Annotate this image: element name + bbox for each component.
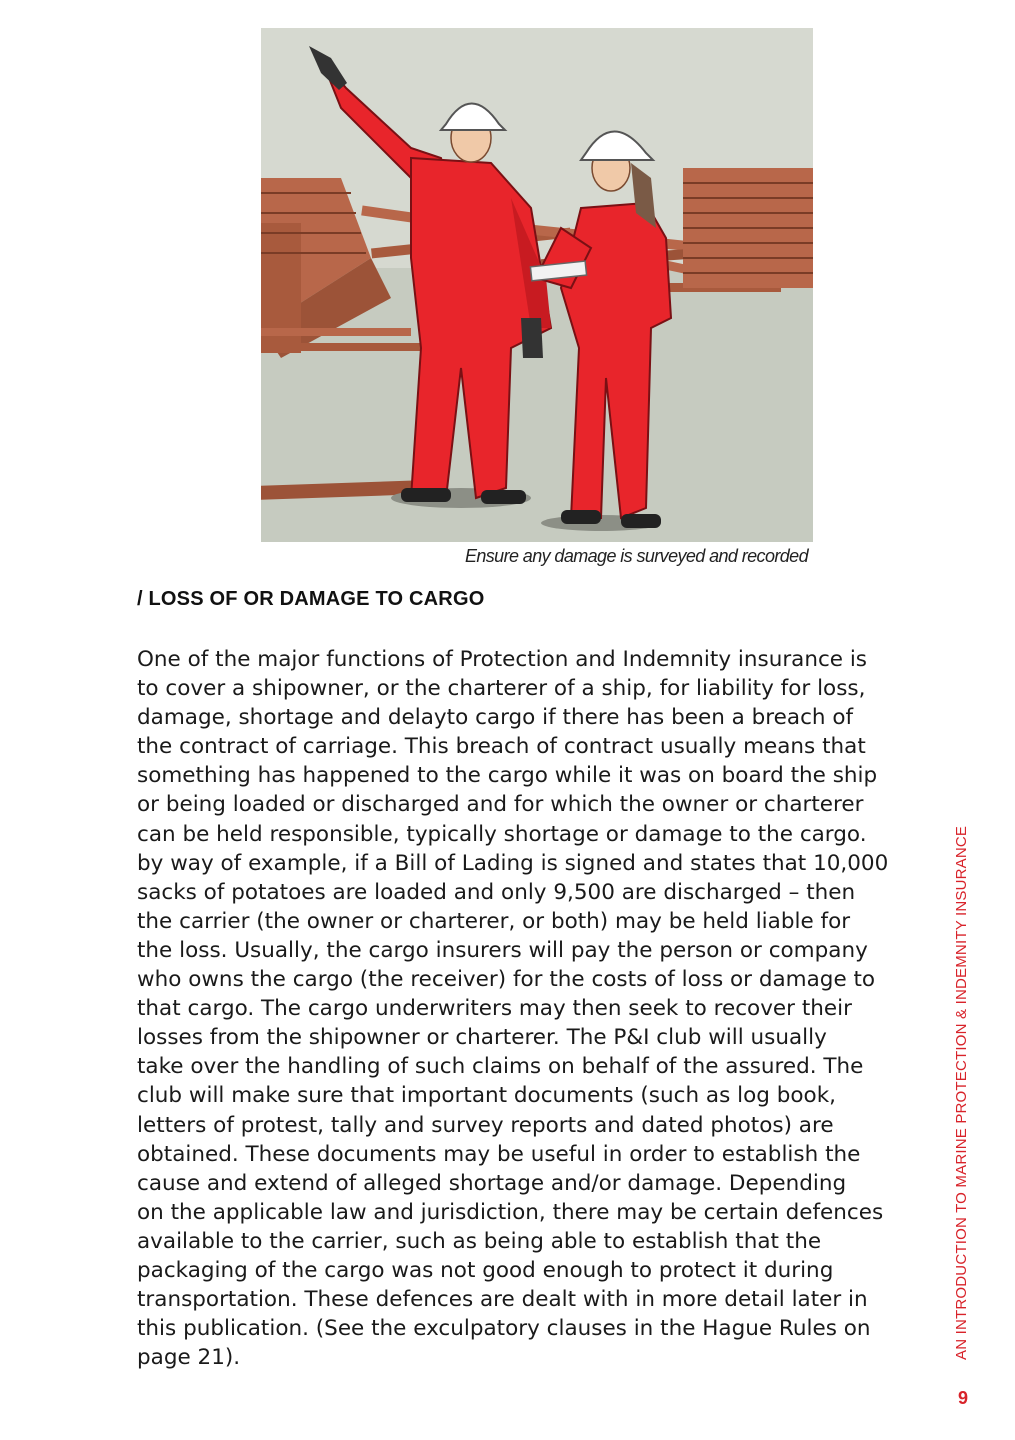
body-line: the loss. Usually, the cargo insurers will pay the person or company — [137, 937, 868, 963]
body-line: available to the carrier, such as being able to establish that the — [137, 1228, 822, 1254]
body-line: One of the major functions of Protection and Indemnity insurance is — [137, 647, 868, 672]
body-line: take over the handling of such claims on behalf of the assured. The — [137, 1054, 864, 1080]
body-line: cause and extend of alleged shortage and/or damage. Depending — [137, 1170, 847, 1196]
body-line: the contract of carriage. This breach of contract usually means that — [137, 734, 866, 760]
cargo-survey-illustration — [261, 28, 813, 542]
body-line: on the applicable law and jurisdiction, there may be certain defences — [137, 1199, 884, 1225]
body-line: by way of example, if a Bill of Lading is signed and states that 10,000 — [137, 850, 889, 876]
body-line: transportation. These defences are dealt with in more detail later in — [137, 1287, 868, 1313]
body-line: that cargo. The cargo underwriters may then seek to recover their — [137, 996, 852, 1022]
body-paragraph — [137, 645, 889, 1372]
body-line: sacks of potatoes are loaded and only 9,500 are discharged – then — [137, 879, 856, 905]
body-line: packaging of the cargo was not good enough to protect it during — [137, 1257, 834, 1283]
publication-title-vertical: AN INTRODUCTION TO MARINE PROTECTION & INDEMNITY INSURANCE — [953, 825, 970, 1360]
figure-caption: Ensure any damage is surveyed and recorded — [464, 546, 808, 566]
illustration-svg — [261, 28, 813, 542]
section-heading: / LOSS OF OR DAMAGE TO CARGO — [137, 588, 485, 610]
body-line: obtained. These documents may be useful in order to establish the — [137, 1141, 861, 1167]
body-line: damage, shortage and delayto cargo if there has been a breach of — [137, 705, 854, 731]
page-number: 9 — [958, 1388, 969, 1408]
timber-stack-right — [683, 168, 813, 288]
body-line: losses from the shipowner or charterer. The P&I club will usually — [137, 1025, 827, 1051]
body-line: this publication. (See the exculpatory clauses in the Hague Rules on — [137, 1316, 871, 1342]
body-line: can be held responsible, typically shortage or damage to the cargo. — [137, 821, 867, 847]
body-line: page 21). — [137, 1345, 241, 1371]
body-line: who owns the cargo (the receiver) for the costs of loss or damage to — [137, 967, 876, 993]
body-line: letters of protest, tally and survey reports and dated photos) are — [137, 1112, 834, 1138]
body-line: to cover a shipowner, or the charterer of a ship, for liability for loss, — [137, 676, 866, 702]
body-line: something has happened to the cargo while it was on board the ship — [137, 763, 878, 789]
body-line: club will make sure that important documents (such as log book, — [137, 1083, 836, 1109]
body-line: the carrier (the owner or charterer, or both) may be held liable for — [137, 908, 851, 934]
body-line: or being loaded or discharged and for which the owner or charterer — [137, 792, 864, 818]
